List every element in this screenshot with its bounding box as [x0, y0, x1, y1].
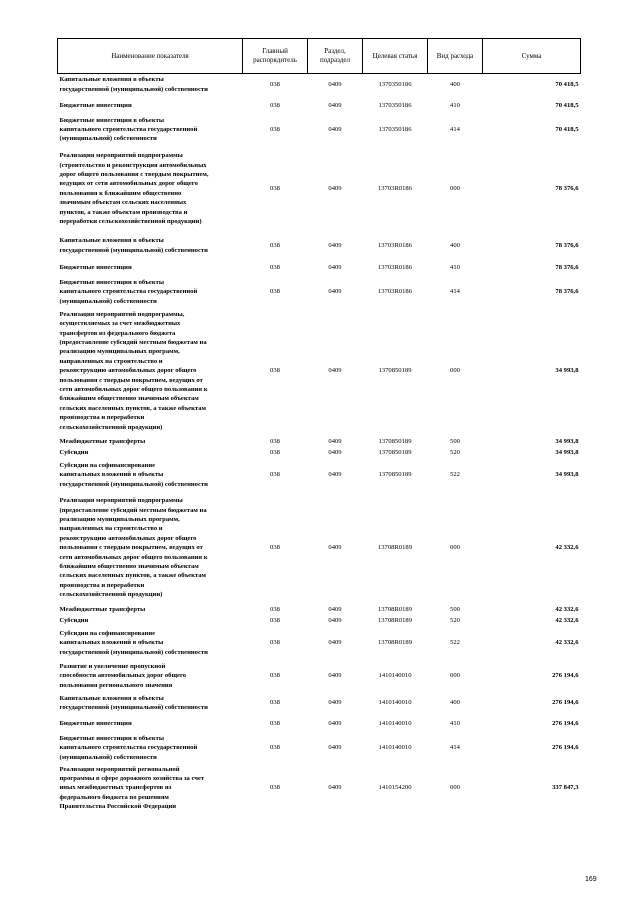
document-page — [57, 38, 580, 814]
row-name: Субсидии — [59, 616, 89, 624]
row-section: 0409 — [328, 101, 342, 109]
row-administrator: 038 — [270, 264, 280, 272]
row-expense-type: 414 — [450, 125, 460, 133]
table-row — [58, 278, 581, 306]
row-target-article: 1370350186 — [378, 125, 412, 133]
row-section: 0409 — [328, 784, 342, 792]
row-name: Реализация мероприятий подпрограммы, осуществляемых за счет межбюджетных трансфертов из федерального бюджета (предоставление субсидий местным бюджетам на реализацию муниципальных программ, направленных на строительство и реконструкцию автомобильных дорог общего пользования с твердым покрытием, ведущих от сети автомобильных дорог общего пользования к ближайшим общественно значимым объектам сельских населенных пунктов, а также объектам производства и переработки сельскохозяйственной продукции) — [59, 310, 208, 431]
table-header-row — [58, 39, 581, 74]
row-expense-type: 000 — [450, 672, 460, 680]
row-name: Капитальные вложения в объекты государственной (муниципальной) собственности — [59, 237, 208, 254]
row-name: Реализация мероприятий подпрограммы (строительство и реконструкция автомобильных дорог общего пользования с твердым покрытием, ведущих от сети автомобильных дорог общего пользования к ближайшим общественно значимым объектам сельских населенных пунктов, а также объектам производства и переработки сельскохозяйственной продукции) — [59, 152, 209, 225]
row-section: 0409 — [328, 616, 342, 624]
row-target-article: 13708R0189 — [377, 639, 413, 647]
row-name: Субсидии — [59, 448, 89, 456]
row-amount: 276 194,6 — [552, 699, 579, 707]
row-expense-type: 000 — [450, 544, 460, 552]
row-expense-type: 522 — [450, 639, 460, 647]
row-name: Реализация мероприятий подпрограммы (предоставление субсидий местным бюджетам на реализацию муниципальных программ, направленных на строительство и реконструкцию автомобильных дорог общего пользования с твердым покрытием, ведущих от сети автомобильных дорог общего пользования к ближайшим общественно значимым объектам сельских населенных пунктов, а также объектам производства и переработки сельскохозяйственной продукции) — [59, 497, 208, 599]
row-amount: 42 332,6 — [555, 605, 579, 613]
row-name: Развитие и увеличение пропускной способности автомобильных дорог общего пользования регионального значения — [59, 662, 187, 689]
row-administrator: 038 — [270, 699, 280, 707]
row-target-article: 1370850189 — [378, 471, 412, 479]
row-expense-type: 410 — [450, 720, 460, 728]
table-row — [58, 96, 581, 116]
row-section: 0409 — [328, 81, 342, 89]
row-target-article: 1370850189 — [378, 437, 412, 445]
row-name: Субсидии на софинансирование капитальных вложений в объекты государственной (муниципальной) собственности — [59, 461, 208, 488]
row-amount: 42 332,6 — [555, 544, 579, 552]
row-amount: 34 993,8 — [555, 367, 579, 375]
row-administrator: 038 — [270, 784, 280, 792]
row-expense-type: 400 — [450, 81, 460, 89]
table-row — [58, 734, 581, 762]
row-section: 0409 — [328, 672, 342, 680]
table-row — [58, 116, 581, 144]
row-target-article: 13703R0186 — [377, 288, 413, 296]
row-amount: 78 376,6 — [555, 288, 579, 296]
table-row — [58, 626, 581, 660]
row-amount: 78 376,6 — [555, 242, 579, 250]
row-administrator: 038 — [270, 242, 280, 250]
row-section: 0409 — [328, 264, 342, 272]
table-row — [58, 234, 581, 258]
row-amount: 78 376,6 — [555, 264, 579, 272]
header-expense-type: Вид расхода — [428, 39, 483, 74]
row-section: 0409 — [328, 544, 342, 552]
row-administrator: 038 — [270, 616, 280, 624]
row-name: Реализация мероприятий региональной программы в сфере дорожного хозяйства за счет иных межбюджетных трансфертов из федерального бюджета по решениям Правительства Российской Федерации — [59, 765, 205, 811]
table-row — [58, 436, 581, 447]
row-name: Бюджетные инвестиции — [59, 720, 132, 728]
row-amount: 34 993,8 — [555, 471, 579, 479]
table-row — [58, 144, 581, 234]
row-target-article: 1370350186 — [378, 81, 412, 89]
row-expense-type: 000 — [450, 185, 460, 193]
header-amount: Сумма — [483, 39, 581, 74]
row-expense-type: 522 — [450, 471, 460, 479]
row-expense-type: 520 — [450, 448, 460, 456]
row-target-article: 1370850189 — [378, 448, 412, 456]
row-administrator: 038 — [270, 744, 280, 752]
row-administrator: 038 — [270, 125, 280, 133]
row-expense-type: 500 — [450, 437, 460, 445]
row-expense-type: 414 — [450, 744, 460, 752]
row-administrator: 038 — [270, 471, 280, 479]
row-name: Капитальные вложения в объекты государственной (муниципальной) собственности — [59, 694, 208, 711]
row-administrator: 038 — [270, 437, 280, 445]
row-target-article: 1370350186 — [378, 101, 412, 109]
row-name: Межбюджетные трансферты — [59, 605, 146, 613]
row-target-article: 13708R0189 — [377, 616, 413, 624]
row-administrator: 038 — [270, 720, 280, 728]
row-amount: 78 376,6 — [555, 185, 579, 193]
table-row — [58, 306, 581, 436]
row-administrator: 038 — [270, 605, 280, 613]
row-amount: 42 332,6 — [555, 639, 579, 647]
row-amount: 42 332,6 — [555, 616, 579, 624]
row-section: 0409 — [328, 639, 342, 647]
table-row — [58, 714, 581, 734]
row-amount: 70 418,5 — [555, 81, 579, 89]
table-row — [58, 604, 581, 615]
row-expense-type: 000 — [450, 784, 460, 792]
row-expense-type: 400 — [450, 699, 460, 707]
row-expense-type: 000 — [450, 367, 460, 375]
row-target-article: 13703R0186 — [377, 242, 413, 250]
row-target-article: 13708R0189 — [377, 544, 413, 552]
row-section: 0409 — [328, 699, 342, 707]
table-row — [58, 762, 581, 814]
row-target-article: 13703R0186 — [377, 264, 413, 272]
row-section: 0409 — [328, 605, 342, 613]
row-amount: 276 194,6 — [552, 720, 579, 728]
row-name: Бюджетные инвестиции в объекты капитального строительства государственной (муниципальной) собственности — [59, 734, 198, 761]
row-expense-type: 400 — [450, 242, 460, 250]
row-name: Межбюджетные трансферты — [59, 437, 146, 445]
table-body — [58, 74, 581, 815]
row-expense-type: 410 — [450, 101, 460, 109]
row-section: 0409 — [328, 185, 342, 193]
row-amount: 34 993,8 — [555, 437, 579, 445]
row-administrator: 038 — [270, 185, 280, 193]
table-row — [58, 458, 581, 492]
row-expense-type: 500 — [450, 605, 460, 613]
row-administrator: 038 — [270, 288, 280, 296]
row-amount: 70 418,5 — [555, 125, 579, 133]
row-amount: 276 194,6 — [552, 744, 579, 752]
row-section: 0409 — [328, 744, 342, 752]
table-row — [58, 660, 581, 692]
row-target-article: 1410140010 — [378, 699, 412, 707]
row-administrator: 038 — [270, 639, 280, 647]
table-row — [58, 692, 581, 714]
header-main-administrator: Главный распорядитель — [243, 39, 308, 74]
table-row — [58, 258, 581, 278]
row-expense-type: 414 — [450, 288, 460, 296]
table-row — [58, 447, 581, 458]
row-name: Бюджетные инвестиции — [59, 264, 132, 272]
row-amount: 70 418,5 — [555, 101, 579, 109]
row-administrator: 038 — [270, 367, 280, 375]
row-expense-type: 410 — [450, 264, 460, 272]
row-name: Бюджетные инвестиции в объекты капитального строительства государственной (муниципальной) собственности — [59, 116, 198, 143]
header-section: Раздел, подраздел — [308, 39, 363, 74]
row-section: 0409 — [328, 288, 342, 296]
row-section: 0409 — [328, 720, 342, 728]
row-name: Капитальные вложения в объекты государственной (муниципальной) собственности — [59, 76, 208, 93]
row-target-article: 1370850189 — [378, 367, 412, 375]
row-administrator: 038 — [270, 81, 280, 89]
row-name: Бюджетные инвестиции — [59, 101, 132, 109]
row-amount: 34 993,8 — [555, 448, 579, 456]
page-number: 169 — [585, 876, 597, 883]
row-amount: 276 194,6 — [552, 672, 579, 680]
row-section: 0409 — [328, 242, 342, 250]
row-section: 0409 — [328, 125, 342, 133]
row-section: 0409 — [328, 367, 342, 375]
budget-table — [57, 38, 581, 814]
row-target-article: 1410154200 — [378, 784, 412, 792]
row-section: 0409 — [328, 448, 342, 456]
row-target-article: 1410140010 — [378, 672, 412, 680]
row-amount: 337 847,3 — [552, 784, 579, 792]
header-indicator-name: Наименование показателя — [58, 39, 243, 74]
row-name: Субсидии на софинансирование капитальных вложений в объекты государственной (муниципальной) собственности — [59, 629, 208, 656]
table-row — [58, 74, 581, 96]
row-name: Бюджетные инвестиции в объекты капитального строительства государственной (муниципальной) собственности — [59, 278, 198, 305]
row-section: 0409 — [328, 437, 342, 445]
row-administrator: 038 — [270, 672, 280, 680]
header-target-article: Целевая статья — [363, 39, 428, 74]
row-target-article: 1410140010 — [378, 720, 412, 728]
row-target-article: 1410140010 — [378, 744, 412, 752]
row-section: 0409 — [328, 471, 342, 479]
table-row — [58, 615, 581, 626]
row-administrator: 038 — [270, 544, 280, 552]
row-administrator: 038 — [270, 448, 280, 456]
table-row — [58, 492, 581, 604]
row-administrator: 038 — [270, 101, 280, 109]
row-expense-type: 520 — [450, 616, 460, 624]
row-target-article: 13703R0186 — [377, 185, 413, 193]
row-target-article: 13708R0189 — [377, 605, 413, 613]
